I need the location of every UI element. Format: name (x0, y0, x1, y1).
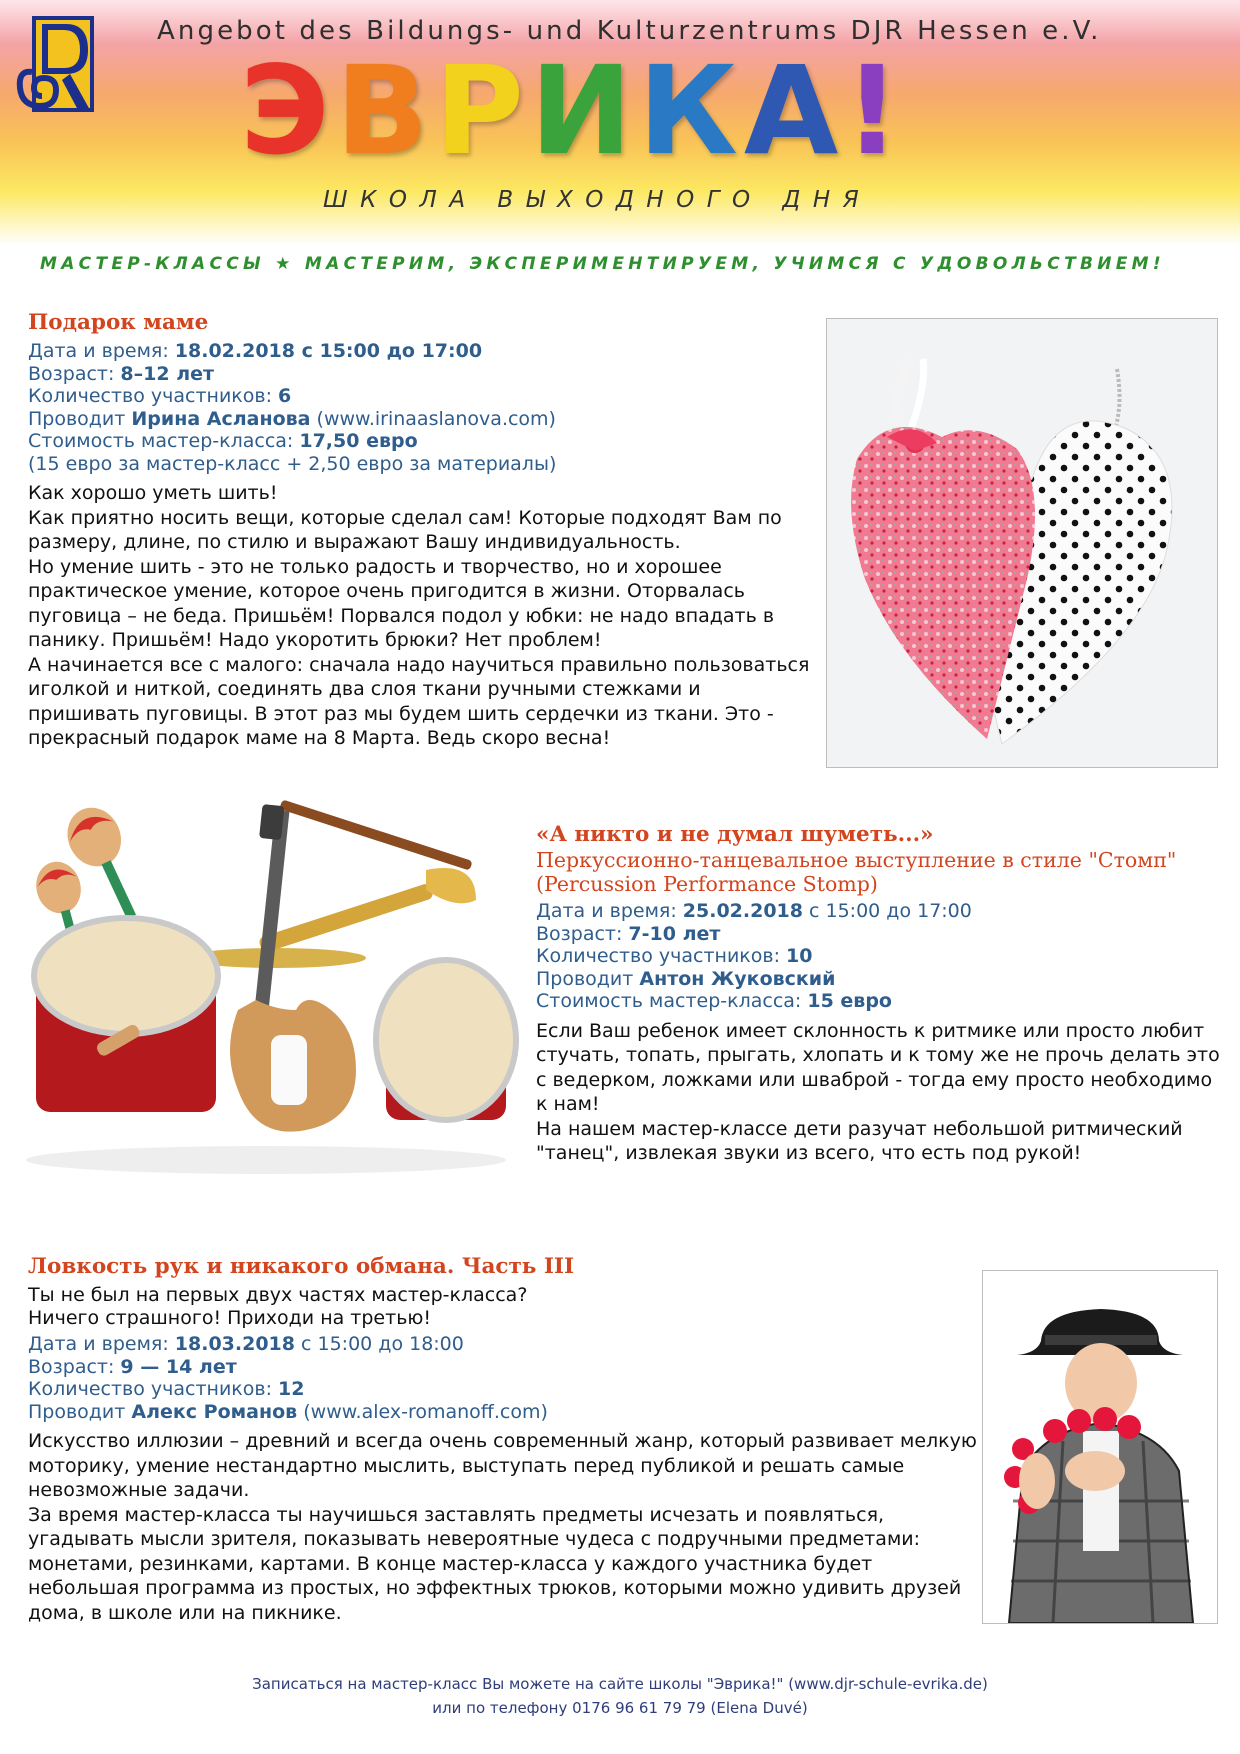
date-row: Дата и время: 18.02.2018 с 15:00 до 17:00 (28, 340, 483, 362)
magician-photo (982, 1270, 1218, 1624)
date-row: Дата и время: 25.02.2018 с 15:00 до 17:00 (536, 900, 972, 922)
workshop-3-description: Искусство иллюзии – древний и всегда очень современный жанр, который развивает мелкую моторику, умение нестандартно мыслить, выступать перед публикой и решать самые невозможные задачи. За время мастер-класса ты научишься заставлять предметы исчезать и появляться, угадывать мысли зрителя, показывать невероятные чудеса с подручными предметами: монетами, резинками, картами. В конце мастер-класса у каждого участника будет небольшая программа из простых, но эффектных трюков, которыми можно удивить друзей дома, в школе или на пикнике. (28, 1430, 977, 1624)
host-row: Проводит Антон Жуковский (536, 967, 836, 990)
participants-row: Количество участников: 12 (28, 1378, 305, 1400)
age-row: Возраст: 8–12 лет (28, 362, 215, 385)
price-note: (15 евро за мастер-класс + 2,50 евро за материалы) (28, 452, 557, 475)
host-row: Проводит Алекс Романов (www.alex-romanoff.com) (28, 1400, 548, 1423)
price-row: Стоимость мастер-класса: 17,50 евро (28, 430, 418, 452)
instruments-illustration (6, 800, 526, 1190)
participants-row: Количество участников: 6 (28, 385, 292, 407)
age-row: Возраст: 7-10 лет (536, 922, 721, 945)
footer-contact (0, 1672, 1240, 1720)
workshop-3-title: Ловкость рук и никакого обмана. Часть III (28, 1254, 575, 1279)
title-letter: И (529, 40, 639, 182)
music-instruments-icon (6, 800, 526, 1190)
title-letter: В (335, 40, 435, 182)
workshop-2-subtitle: Перкуссионно-танцевальное выступление в стиле "Стомп" (536, 848, 1177, 872)
price-row: Стоимость мастер-класса: 15 евро (536, 990, 892, 1012)
workshop-1-info (28, 340, 818, 475)
workshop-2-info (536, 900, 1226, 1013)
page-title (240, 40, 906, 182)
workshop-3-intro: Ты не был на первых двух частях мастер-класса? Ничего страшного! Приходи на третью! (28, 1284, 528, 1329)
title-letter: Э (240, 40, 336, 182)
title-letter: К (638, 40, 744, 182)
footer-line-2: или по телефону 0176 96 61 79 79 (Elena Duvé) (432, 1699, 808, 1717)
school-subtitle: ШКОЛА ВЫХОДНОГО ДНЯ (323, 187, 872, 213)
fabric-hearts-icon (827, 319, 1217, 767)
magician-icon (983, 1271, 1217, 1623)
workshop-1-title: Подарок маме (28, 310, 209, 335)
workshop-1-description: Как хорошо уметь шить! Как приятно носить вещи, которые сделал сам! Которые подходят Вам по размеру, длине, по стилю и выражают Вашу индивидуальность. Но умение шить - это не только радость и творчество, но и хорошее практическое умение, которое очень пригодится в жизни. Оторвалась пуговица – не беда. Пришьём! Порвался подол у юбки: не надо впадать в панику. Пришьём! Надо укоротить брюки? Нет проблем! А начинается все с малого: сначала надо научиться правильно пользоваться иголкой и ниткой, соединять два слоя ткани ручными стежками и пришивать пуговицы. В этот раз мы будем шить сердечки из ткани. Это - прекрасный подарок маме на 8 Марта. Ведь скоро весна! (28, 482, 810, 749)
workshop-2-description: Если Ваш ребенок имеет склонность к ритмике или просто любит стучать, топать, прыгать, хлопать и к тому же не прочь делать это с ведерком, ложками или шваброй - тогда ему просто необходимо к нам! На нашем мастер-классе дети разучат небольшой ритмический "танец", извлекая звуки из всего, что есть под рукой! (536, 1019, 1220, 1164)
title-letter: Р (434, 40, 530, 182)
workshop-2-title: «А никто и не думал шуметь...» (536, 822, 934, 847)
workshop-1 (28, 310, 818, 751)
participants-row: Количество участников: 10 (536, 945, 813, 967)
tagline: МАСТЕР-КЛАССЫ ★ МАСТЕРИМ, ЭКСПЕРИМЕНТИРУЕМ, УЧИМСЯ С УДОВОЛЬСТВИЕМ! (40, 254, 1165, 274)
footer-line-1: Записаться на мастер-класс Вы можете на сайте школы "Эврика!" (www.djr-schule-evrika.de) (252, 1675, 988, 1693)
header-banner (0, 0, 1240, 245)
hearts-photo (826, 318, 1218, 768)
djr-logo-icon (12, 10, 106, 118)
workshop-3 (28, 1254, 978, 1625)
organization-name: Angebot des Bildungs- und Kulturzentrums DJR Hessen e.V. (157, 16, 1102, 46)
workshop-2 (536, 822, 1226, 1166)
host-row: Проводит Ирина Асланова (www.irinaaslanova.com) (28, 407, 556, 430)
title-letter: А (743, 40, 845, 182)
age-row: Возраст: 9 — 14 лет (28, 1355, 237, 1378)
title-letter: ! (844, 40, 906, 182)
workshop-3-info (28, 1333, 978, 1423)
workshop-2-subtitle-en: (Percussion Performance Stomp) (536, 872, 878, 896)
date-row: Дата и время: 18.03.2018 с 15:00 до 18:00 (28, 1333, 464, 1355)
